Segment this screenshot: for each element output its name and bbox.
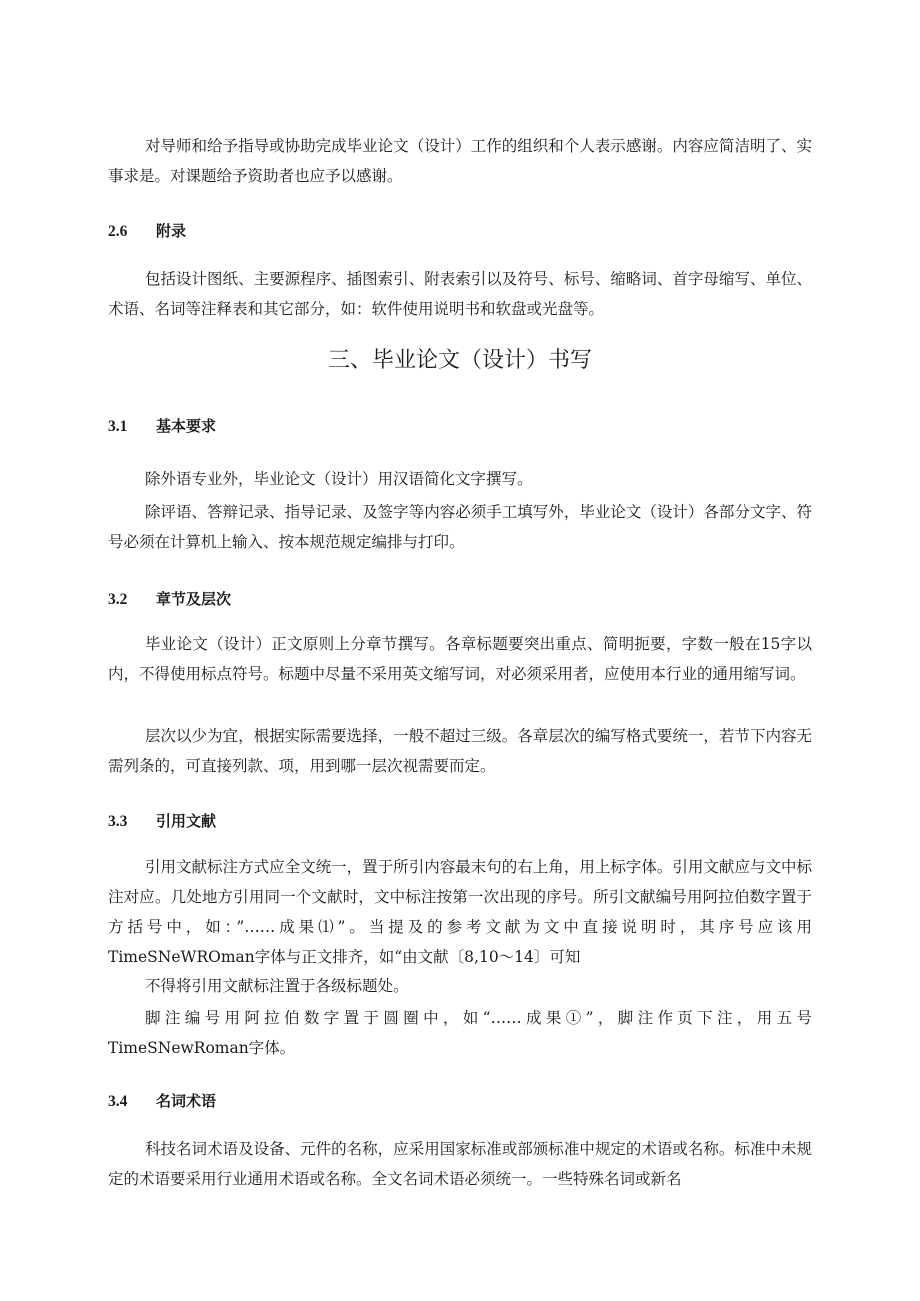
paragraph-3-2-a: 毕业论文（设计）正文原则上分章节撰写。各章标题要突出重点、简明扼要，字数一般在15字以内，不得使用标点符号。标题中尽量不采用英文缩写词，对必须采用者，应使用本行业的通用缩写词。 <box>108 635 812 683</box>
paragraph-3-3-b: 不得将引用文献标注置于各级标题处。 <box>145 977 409 995</box>
section-number: 3.3 <box>108 813 128 830</box>
paragraph-appendix: 包括设计图纸、主要源程序、插图索引、附表索引以及符号、标号、缩略词、首字母缩写、单位、术语、名词等注释表和其它部分，如：软件使用说明书和软盘或光盘等。 <box>108 270 812 318</box>
section-heading-3-3 <box>108 810 216 833</box>
paragraph-3-1-a: 除外语专业外，毕业论文（设计）用汉语简化文字撰写。 <box>145 470 533 488</box>
section-heading-3-4 <box>108 1090 216 1113</box>
section-number: 3.1 <box>108 418 128 435</box>
paragraph-3-3-c: 脚注编号用阿拉伯数字置于圆圈中，如“……成果①”，脚注作页下注，用五号TimeSNewRoman字体。 <box>108 1009 812 1057</box>
paragraph-3-1-b: 除评语、答辩记录、指导记录、及签字等内容必须手工填写外，毕业论文（设计）各部分文字、符号必须在计算机上输入、按本规范规定编排与打印。 <box>108 503 812 551</box>
section-heading-3-2 <box>108 588 231 611</box>
section-number: 3.4 <box>108 1093 128 1110</box>
section-title: 章节及层次 <box>156 590 232 608</box>
section-title: 名词术语 <box>156 1092 217 1110</box>
section-heading-2-6 <box>108 220 186 243</box>
section-number: 3.2 <box>108 591 128 608</box>
section-heading-3-1 <box>108 415 216 438</box>
paragraph-3-2-b: 层次以少为宜，根据实际需要选择，一般不超过三级。各章层次的编写格式要统一，若节下内容无需列条的，可直接列款、项，用到哪一层次视需要而定。 <box>108 727 812 775</box>
section-title: 基本要求 <box>156 417 217 435</box>
paragraph-3-3-a: 引用文献标注方式应全文统一，置于所引内容最末句的右上角，用上标字体。引用文献应与文中标注对应。几处地方引用同一个文献时，文中标注按第一次出现的序号。所引文献编号用阿拉伯数字置于方括号中，如：”……成果⑴”。当提及的参考文献为文中直接说明时，其序号应该用TimeSNeWROman字体与正文排齐，如“由文献〔8,10～14〕可知 <box>108 858 812 966</box>
chapter-title: 三、毕业论文（设计）书写 <box>327 348 592 373</box>
section-number: 2.6 <box>108 223 128 240</box>
paragraph-3-4-a: 科技名词术语及设备、元件的名称，应采用国家标准或部颁标准中规定的术语或名称。标准中未规定的术语要采用行业通用术语或名称。全文名词术语必须统一。一些特殊名词或新名 <box>108 1140 812 1188</box>
section-title: 附录 <box>156 222 187 240</box>
paragraph-acknowledgement: 对导师和给予指导或协助完成毕业论文（设计）工作的组织和个人表示感谢。内容应简洁明了、实事求是。对课题给予资助者也应予以感谢。 <box>108 137 812 185</box>
section-title: 引用文献 <box>156 812 217 830</box>
